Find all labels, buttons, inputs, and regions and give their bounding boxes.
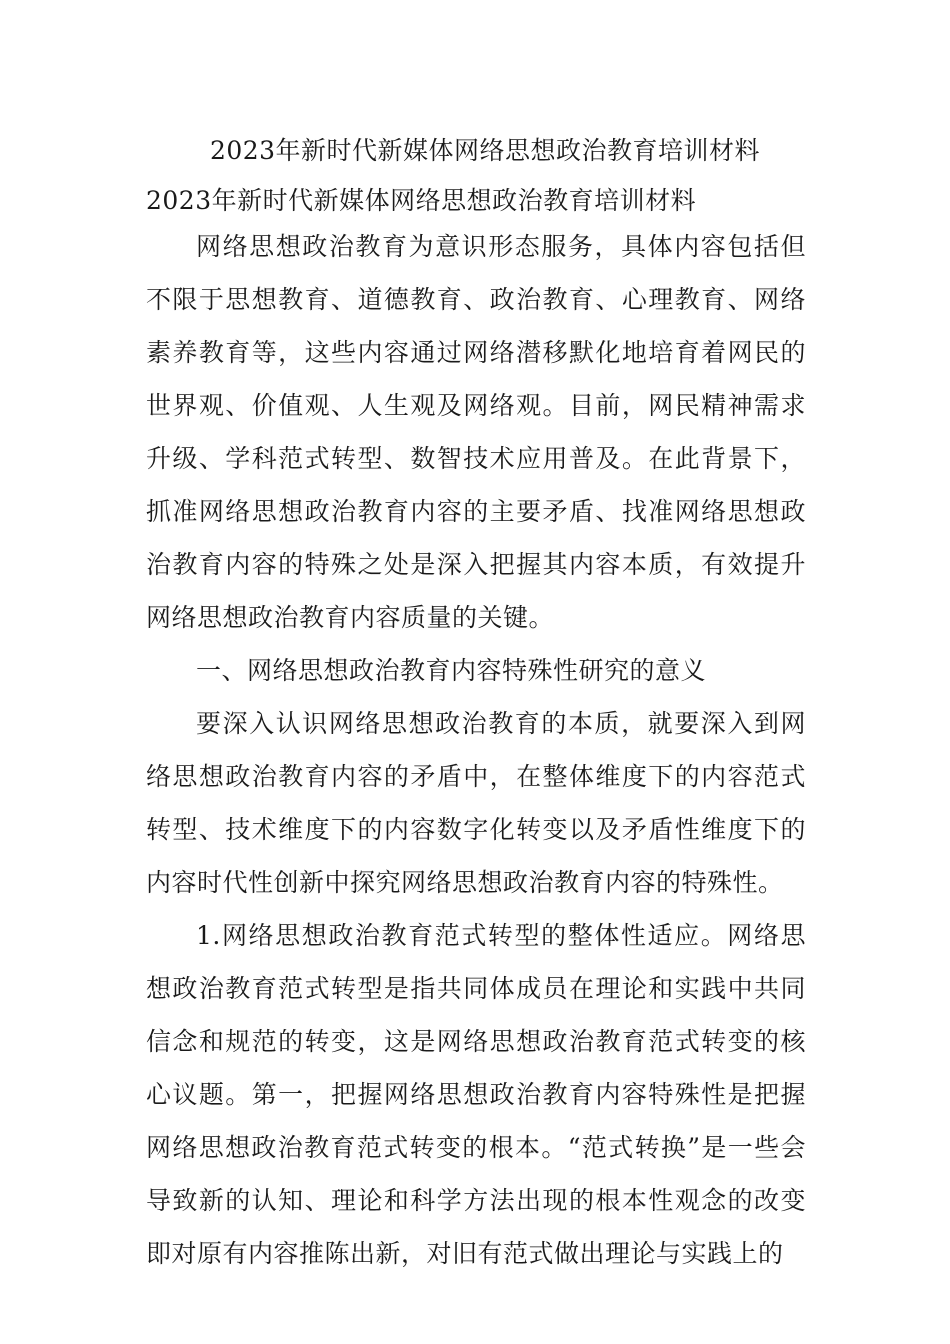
document-body	[146, 220, 806, 1280]
document-subtitle: 2023年新时代新媒体网络思想政治教育培训材料	[146, 186, 697, 215]
paragraph-point-1: 1.网络思想政治教育范式转型的整体性适应。网络思想政治教育范式转型是指共同体成员在理论和实践中共同信念和规范的转变，这是网络思想政治教育范式转变的核心议题。第一，把握网络思想政治教育内容特殊性是把握网络思想政治教育范式转变的根本。“范式转换”是一些会导致新的认知、理论和科学方法出现的根本性观念的改变即对原有内容推陈出新，对旧有范式做出理论与实践上的	[146, 921, 806, 1268]
paragraph-intro: 网络思想政治教育为意识形态服务，具体内容包括但不限于思想教育、道德教育、政治教育、心理教育、网络素养教育等，这些内容通过网络潜移默化地培育着网民的世界观、价值观、人生观及网络观。目前，网民精神需求升级、学科范式转型、数智技术应用普及。在此背景下，抓准网络思想政治教育内容的主要矛盾、找准网络思想政治教育内容的特殊之处是深入把握其内容本质，有效提升网络思想政治教育内容质量的关键。	[146, 232, 806, 632]
document-title: 2023年新时代新媒体网络思想政治教育培训材料	[209, 136, 761, 165]
paragraph-section-1: 要深入认识网络思想政治教育的本质，就要深入到网络思想政治教育内容的矛盾中，在整体维度下的内容范式转型、技术维度下的内容数字化转变以及矛盾性维度下的内容时代性创新中探究网络思想政治教育内容的特殊性。	[146, 709, 806, 897]
section-heading-1: 一、网络思想政治教育内容特殊性研究的意义	[196, 656, 707, 685]
